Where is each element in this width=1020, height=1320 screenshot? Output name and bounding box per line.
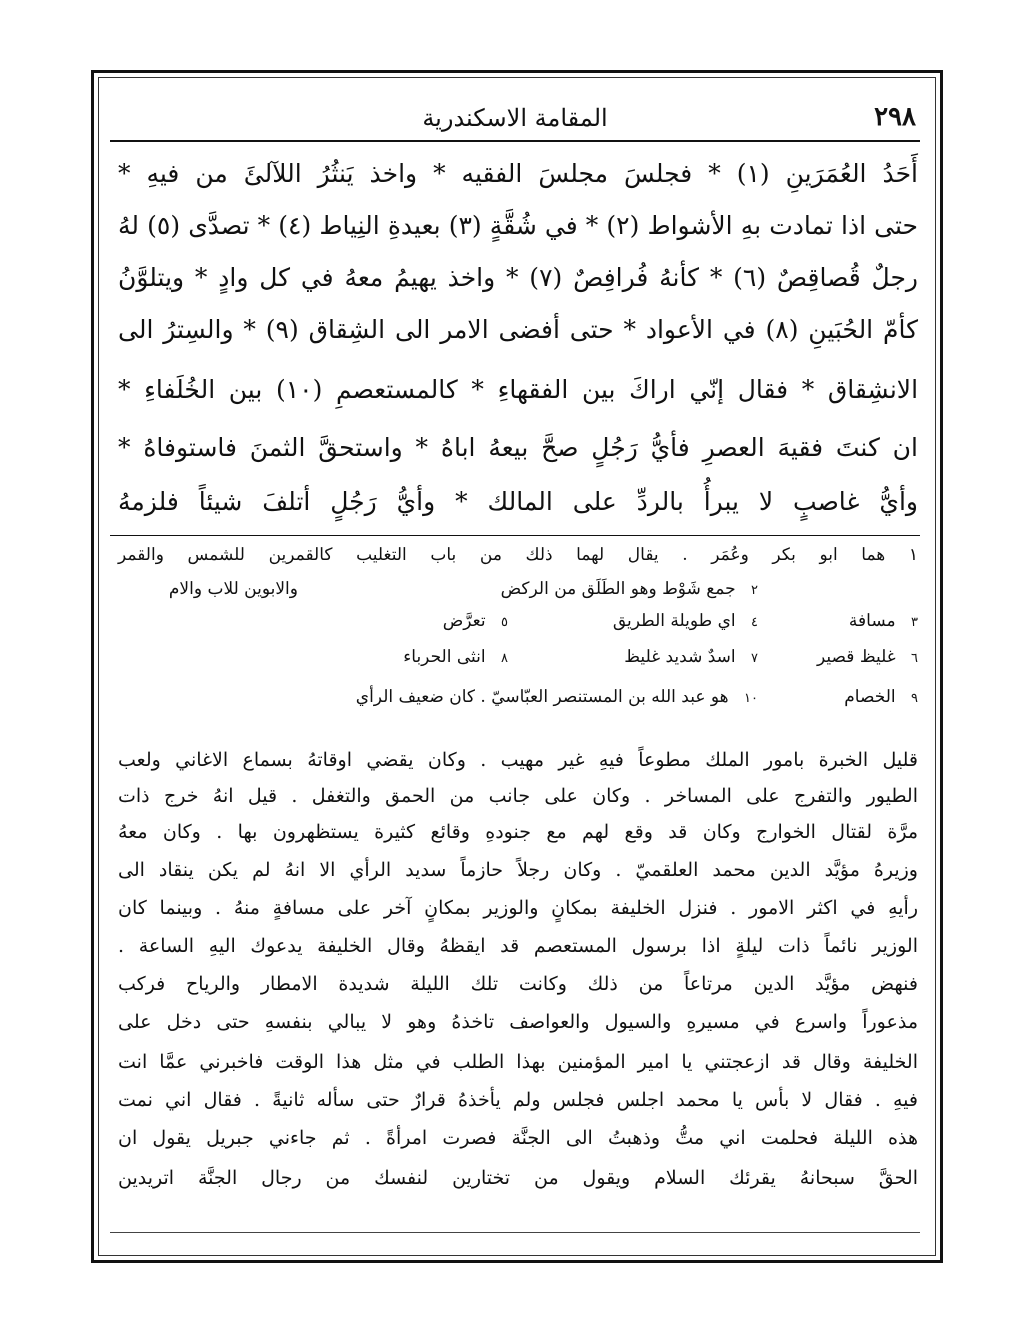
footnote-entry — [849, 606, 918, 638]
verse-line: أَحَدُ العُمَرَينِ (١) * فجلسَ مجلسَ الفقيه * واخذ يَنثُرُ اللآلئَ من فيهِ * — [118, 159, 919, 188]
footnote-text: هو عبد الله بن المستنصر العبّاسيّ . كان ضعيف الرأي — [355, 687, 729, 707]
footnote-number: ٦ — [911, 651, 918, 666]
header-rule — [110, 140, 920, 142]
verse-line: وأيُّ غاصبٍ لا يبرأُ بالردِّ على المالك * وأيُّ رَجُلٍ أتلفَ شيئاً فلزمهُ — [118, 487, 918, 516]
footnote-entry — [844, 682, 918, 714]
footnote-text: اي طويلة الطريق — [612, 611, 736, 631]
footnote-continuation-line: رأيهِ في اكثر الامور . فنزل الخليفة بمكانٍ والوزير بمكانٍ آخر على مسافةٍ منهُ . وبينما كان — [118, 897, 918, 919]
footnote-text: تعرَّض — [442, 611, 486, 631]
footnote-continuation-line: مرَّة لقتال الخوارج وكان قد وقع لهم مع جنودهِ وقائع كثيرة يستظهرون بها . وكان معهُ — [118, 821, 918, 843]
footnote-continuation-line: قليل الخبرة بامور الملك مطوعاً فيهِ غير مهيب . وكان يقضي اوقاتهُ بسماع الاغاني ولعب — [118, 749, 918, 771]
footnote-entry — [817, 642, 918, 674]
footnote-number: ١٠ — [744, 691, 758, 706]
footnote-continuation-line: مذعوراً واسرع في مسيرهِ والسيول والعواصف تاخذهُ وهو لا يبالي بنفسهِ حتى دخل على — [118, 1011, 918, 1033]
footnote-text: غليظ قصير — [817, 647, 896, 667]
footnote-number: ٧ — [751, 651, 758, 666]
footnotes-rule — [110, 535, 920, 536]
footnote-continuation-line: فنهض مؤيَّد الدين مرتاعاً من ذلك وكانت تلك الليلة شديدة الامطار والرياح فركب — [118, 973, 918, 995]
footnote-entry — [403, 642, 508, 674]
footnote-entry — [501, 574, 758, 606]
bottom-rule — [110, 1232, 920, 1233]
footnote-continuation-line: الطيور والتفرج على المساخر . وكان على جانب من الحمق والتغفل . قيل انهُ خرج ذات — [118, 785, 918, 807]
footnote-line — [118, 606, 918, 636]
footnote-entry — [613, 606, 758, 638]
footnote-text: اسدٌ شديد غليظ — [624, 647, 736, 667]
footnote-text: الخصام — [844, 687, 896, 707]
footnote-number: ٤ — [751, 615, 758, 630]
footnote-continuation-line: الحقَّ سبحانهُ يقرئك السلام ويقول من تختارين لنفسك من رجال الجنَّة اتريدين — [118, 1167, 918, 1189]
footnote-continuation-line: فيهِ . فقال لا بأس يا محمد اجلس فجلس ولم يأخذهُ قرارٌ حتى سأله ثانيةً . فقال اني نمت — [118, 1089, 918, 1111]
footnote-text: جمع شَوْط وهو الطَلَق من الركض — [500, 579, 736, 599]
footnote-entry — [624, 642, 758, 674]
footnote-entry — [356, 682, 758, 714]
footnote-line — [118, 574, 918, 604]
page-header — [110, 100, 920, 140]
running-title: المقامة الاسكندرية — [422, 104, 608, 132]
verse-line: الانشِقاق * فقال إنّي اراكَ بين الفقهاءِ * كالمستعصمِ (١٠) بين الخُلَفاءِ * — [118, 375, 919, 404]
footnote-text: انثى الحرباء — [403, 647, 486, 667]
footnote-continuation-line: وزيرهُ مؤيَّد الدين محمد العلقميّ . وكان رجلاً حازماً سديد الرأي الا انهُ لم يكن ينقاد الى — [118, 859, 918, 881]
footnote-number: ٨ — [501, 651, 508, 666]
footnote-line: ١ هما ابو بكر وعُمَر . يقال لهما ذلك من باب التغليب كالقمرين للشمس والقمر — [118, 545, 918, 565]
footnote-number: ٢ — [751, 583, 758, 598]
page-number: ٢٩٨ — [874, 102, 916, 132]
verse-line: ان كنتَ فقيهَ العصرِ فأيُّ رَجُلٍ صحَّ بيعهُ اباهُ * واستحقَّ الثمنَ فاستوفاهُ * — [118, 433, 918, 462]
footnote-continuation-line: الخليفة وقال قد ازعجتني يا امير المؤمنين بهذا الطلب في مثل هذا الوقت فاخبرني عمَّا انت — [118, 1051, 918, 1073]
footnote-continuation-line: الوزير نائماً ذات ليلةٍ اذا برسول المستعصم قد ايقظهُ وقال الخليفة يدعوك اليهِ الساعة . — [118, 935, 918, 957]
verse-line: كأمّ الحُبَينِ (٨) في الأعواد * حتى أفضى الامر الى الشِقاق (٩) * والسِترُ الى — [118, 315, 918, 344]
footnote-text: والابوين للاب والام — [168, 579, 298, 599]
verse-line: حتى اذا تمادت بهِ الأشواط (٢) * في شُقَّةٍ (٣) بعيدةِ النِياط (٤) * تصدَّى (٥) لهُ — [118, 211, 918, 240]
footnote-text: مسافة — [848, 611, 896, 631]
footnote-number: ٩ — [911, 691, 918, 706]
footnote-entry — [443, 606, 508, 638]
footnote-number: ٥ — [501, 615, 508, 630]
footnote-number: ٣ — [911, 615, 918, 630]
footnote-line — [118, 682, 918, 712]
footnote-continuation-line: هذه الليلة فحلمت اني متُّ وذهبتُ الى الجنَّة فصرت امرأةً . ثم جاءني جبريل يقول ان — [118, 1127, 918, 1149]
verse-line: رجلٌ قُصاقِصٌ (٦) * كأنهُ فُرافِصٌ (٧) * واخذ يهيمُ معهُ في كل وادٍ * ويتلوَّنُ — [118, 263, 919, 292]
footnote-line — [118, 642, 918, 672]
